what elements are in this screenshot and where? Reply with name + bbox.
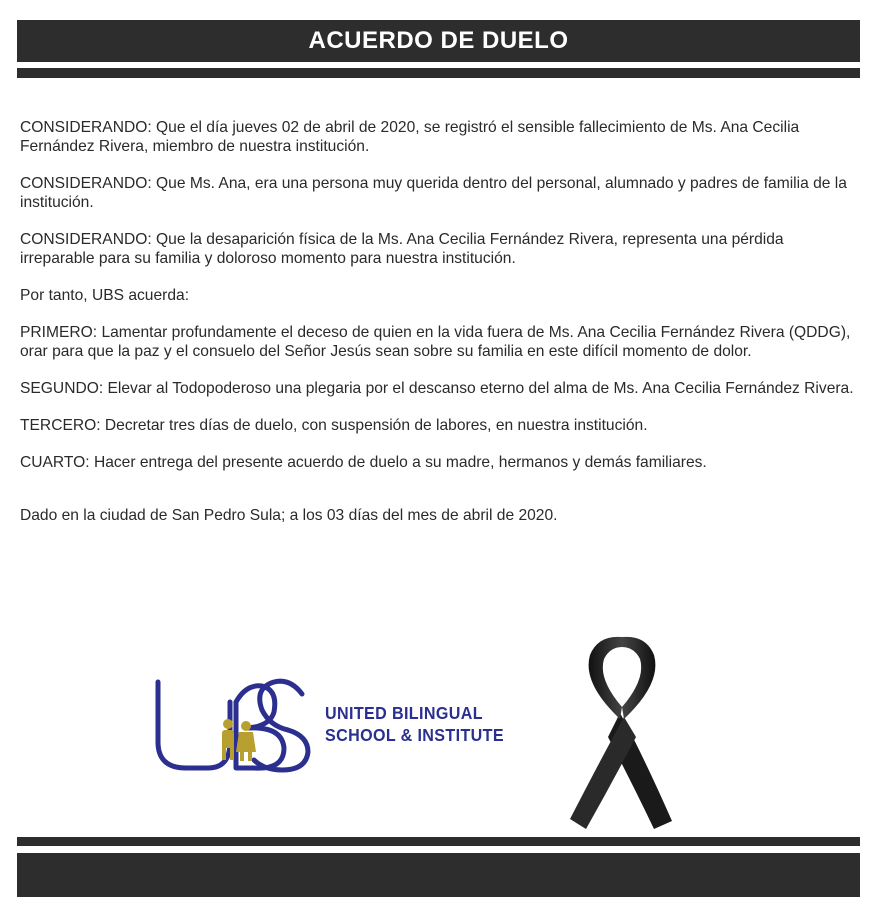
paragraph-considerando-1: CONSIDERANDO: Que el día jueves 02 de abril de 2020, se registró el sensible fallecimiento de Ms. Ana Cecilia Fernández Rivera, miembro de nuestra institución. <box>20 119 800 155</box>
footer-bar <box>17 853 860 897</box>
signoff: Dado en la ciudad de San Pedro Sula; a los 03 días del mes de abril de 2020. <box>20 507 558 524</box>
paragraph-primero: PRIMERO: Lamentar profundamente el deceso de quien en la vida fuera de Ms. Ana Cecilia Fernández Rivera (QDDG), orar para que la paz y el consuelo del Señor Jesús sean sobre su familia en este difícil momento de dolor. <box>20 324 851 360</box>
paragraph-segundo: SEGUNDO: Elevar al Todopoderoso una plegaria por el descanso eterno del alma de Ms. Ana Cecilia Fernández Rivera. <box>20 380 854 397</box>
paragraph-cuarto: CUARTO: Hacer entrega del presente acuerdo de duelo a su madre, hermanos y demás familiares. <box>20 454 707 471</box>
school-name-line-1: UNITED BILINGUAL <box>325 703 483 723</box>
mourning-ribbon-icon <box>562 633 680 833</box>
document-title: ACUERDO DE DUELO <box>308 27 569 54</box>
school-name-line-2: SCHOOL & INSTITUTE <box>325 725 504 745</box>
header-divider <box>17 68 860 78</box>
paragraph-considerando-3: CONSIDERANDO: Que la desaparición física de la Ms. Ana Cecilia Fernández Rivera, representa una pérdida irreparable para su familia y doloroso momento para nuestra institución. <box>20 231 784 267</box>
paragraph-por-tanto: Por tanto, UBS acuerda: <box>20 287 190 304</box>
paragraph-tercero: TERCERO: Decretar tres días de duelo, con suspensión de labores, en nuestra institución. <box>20 417 648 434</box>
footer-divider <box>17 837 860 846</box>
header-bar <box>17 20 860 62</box>
document-body <box>20 118 860 543</box>
school-name <box>325 702 504 746</box>
paragraph-considerando-2: CONSIDERANDO: Que Ms. Ana, era una persona muy querida dentro del personal, alumnado y padres de familia de la institución. <box>20 175 847 211</box>
